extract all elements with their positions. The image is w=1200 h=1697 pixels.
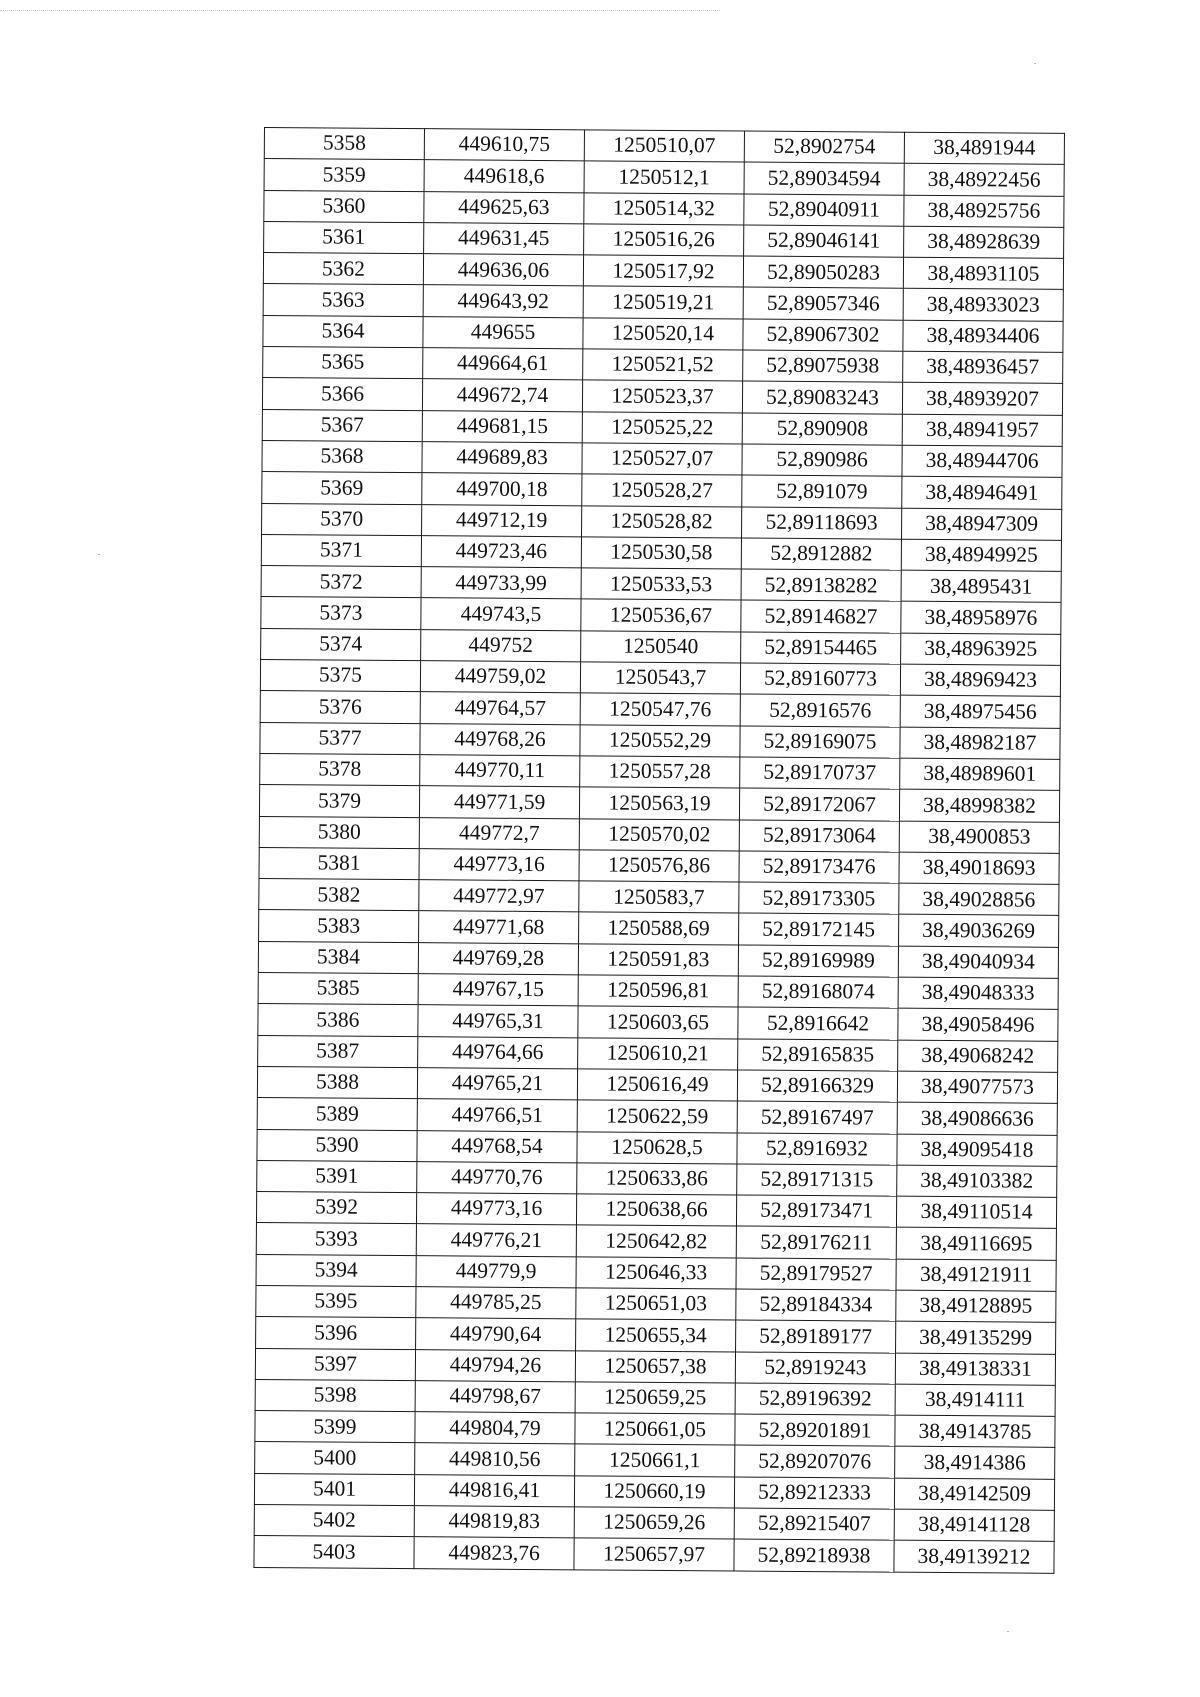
- x-coordinate-cell: 449773,16: [416, 1193, 576, 1225]
- latitude-cell: 52,89057346: [743, 288, 903, 320]
- y-coordinate-cell: 1250528,27: [582, 474, 742, 506]
- point-number-cell: 5359: [264, 159, 424, 191]
- point-number-cell: 5365: [263, 347, 423, 379]
- longitude-cell: 38,48958976: [901, 602, 1061, 634]
- latitude-cell: 52,89169075: [740, 726, 900, 758]
- latitude-cell: 52,89173064: [739, 820, 899, 852]
- latitude-cell: 52,89165835: [738, 1039, 898, 1071]
- latitude-cell: 52,89189177: [736, 1320, 896, 1352]
- y-coordinate-cell: 1250563,19: [579, 787, 739, 819]
- x-coordinate-cell: 449773,16: [419, 848, 579, 880]
- latitude-cell: 52,8919243: [735, 1352, 895, 1384]
- latitude-cell: 52,890908: [742, 413, 902, 445]
- longitude-cell: 38,48946491: [902, 476, 1062, 508]
- longitude-cell: 38,48925756: [904, 195, 1064, 227]
- y-coordinate-cell: 1250659,26: [574, 1507, 734, 1539]
- point-number-cell: 5400: [255, 1442, 415, 1474]
- x-coordinate-cell: 449733,99: [421, 567, 581, 599]
- latitude-cell: 52,89171315: [737, 1164, 897, 1196]
- y-coordinate-cell: 1250655,34: [576, 1319, 736, 1351]
- point-number-cell: 5367: [262, 409, 422, 441]
- y-coordinate-cell: 1250638,66: [576, 1194, 736, 1226]
- longitude-cell: 38,48975456: [900, 696, 1060, 728]
- longitude-cell: 38,49068242: [898, 1040, 1058, 1072]
- latitude-cell: 52,89176211: [736, 1226, 896, 1258]
- x-coordinate-cell: 449643,92: [423, 285, 583, 317]
- y-coordinate-cell: 1250610,21: [578, 1037, 738, 1069]
- latitude-cell: 52,89218938: [734, 1539, 894, 1571]
- longitude-cell: 38,49040934: [898, 946, 1058, 978]
- point-number-cell: 5374: [261, 628, 421, 660]
- x-coordinate-cell: 449794,26: [415, 1349, 575, 1381]
- y-coordinate-cell: 1250536,67: [581, 599, 741, 631]
- y-coordinate-cell: 1250576,86: [579, 850, 739, 882]
- x-coordinate-cell: 449772,7: [419, 817, 579, 849]
- x-coordinate-cell: 449768,26: [420, 723, 580, 755]
- longitude-cell: 38,48931105: [903, 257, 1063, 289]
- latitude-cell: 52,8916642: [738, 1007, 898, 1039]
- point-number-cell: 5381: [259, 847, 419, 879]
- longitude-cell: 38,49058496: [898, 1008, 1058, 1040]
- longitude-cell: 38,4891944: [904, 132, 1064, 164]
- y-coordinate-cell: 1250517,92: [583, 255, 743, 287]
- y-coordinate-cell: 1250622,59: [577, 1100, 737, 1132]
- x-coordinate-cell: 449752: [421, 629, 581, 661]
- x-coordinate-cell: 449819,83: [414, 1506, 574, 1538]
- x-coordinate-cell: 449618,6: [424, 160, 584, 192]
- point-number-cell: 5393: [256, 1223, 416, 1255]
- x-coordinate-cell: 449776,21: [416, 1224, 576, 1256]
- point-number-cell: 5378: [260, 753, 420, 785]
- scan-speck: [1034, 63, 1036, 64]
- latitude-cell: 52,89138282: [741, 569, 901, 601]
- x-coordinate-cell: 449771,59: [419, 786, 579, 818]
- y-coordinate-cell: 1250552,29: [580, 724, 740, 756]
- y-coordinate-cell: 1250596,81: [578, 975, 738, 1007]
- y-coordinate-cell: 1250540: [581, 631, 741, 663]
- x-coordinate-cell: 449816,41: [414, 1474, 574, 1506]
- y-coordinate-cell: 1250659,25: [575, 1382, 735, 1414]
- latitude-cell: 52,8912882: [741, 538, 901, 570]
- point-number-cell: 5361: [264, 221, 424, 253]
- point-number-cell: 5392: [256, 1192, 416, 1224]
- point-number-cell: 5362: [263, 253, 423, 285]
- point-number-cell: 5391: [257, 1160, 417, 1192]
- point-number-cell: 5369: [262, 472, 422, 504]
- y-coordinate-cell: 1250543,7: [580, 662, 740, 694]
- latitude-cell: 52,89075938: [743, 350, 903, 382]
- point-number-cell: 5377: [260, 722, 420, 754]
- y-coordinate-cell: 1250525,22: [582, 412, 742, 444]
- point-number-cell: 5375: [260, 660, 420, 692]
- longitude-cell: 38,48944706: [902, 445, 1062, 477]
- latitude-cell: 52,89118693: [742, 507, 902, 539]
- longitude-cell: 38,49139212: [894, 1541, 1054, 1573]
- y-coordinate-cell: 1250530,58: [581, 537, 741, 569]
- y-coordinate-cell: 1250583,7: [579, 881, 739, 913]
- point-number-cell: 5382: [259, 879, 419, 911]
- point-number-cell: 5385: [258, 972, 418, 1004]
- y-coordinate-cell: 1250588,69: [579, 912, 739, 944]
- x-coordinate-cell: 449790,64: [416, 1318, 576, 1350]
- x-coordinate-cell: 449772,97: [419, 880, 579, 912]
- longitude-cell: 38,49143785: [895, 1415, 1055, 1447]
- y-coordinate-cell: 1250603,65: [578, 1006, 738, 1038]
- y-coordinate-cell: 1250570,02: [579, 818, 739, 850]
- x-coordinate-cell: 449804,79: [415, 1412, 575, 1444]
- point-number-cell: 5370: [262, 503, 422, 535]
- y-coordinate-cell: 1250514,32: [584, 192, 744, 224]
- y-coordinate-cell: 1250616,49: [577, 1069, 737, 1101]
- y-coordinate-cell: 1250527,07: [582, 443, 742, 475]
- longitude-cell: 38,49048333: [898, 977, 1058, 1009]
- latitude-cell: 52,89173305: [739, 882, 899, 914]
- latitude-cell: 52,89040911: [744, 194, 904, 226]
- longitude-cell: 38,49028856: [899, 883, 1059, 915]
- longitude-cell: 38,48989601: [900, 758, 1060, 790]
- y-coordinate-cell: 1250547,76: [580, 693, 740, 725]
- x-coordinate-cell: 449771,68: [419, 911, 579, 943]
- point-number-cell: 5368: [262, 440, 422, 472]
- latitude-cell: 52,89173471: [736, 1195, 896, 1227]
- latitude-cell: 52,89154465: [741, 632, 901, 664]
- latitude-cell: 52,89207076: [735, 1445, 895, 1477]
- latitude-cell: 52,89168074: [738, 976, 898, 1008]
- latitude-cell: 52,89172145: [739, 913, 899, 945]
- longitude-cell: 38,49110514: [896, 1196, 1056, 1228]
- latitude-cell: 52,89146827: [741, 600, 901, 632]
- y-coordinate-cell: 1250660,19: [574, 1476, 734, 1508]
- latitude-cell: 52,89173476: [739, 851, 899, 883]
- x-coordinate-cell: 449636,06: [423, 254, 583, 286]
- x-coordinate-cell: 449779,9: [416, 1255, 576, 1287]
- coordinate-table-body: [254, 128, 1065, 1573]
- point-number-cell: 5366: [262, 378, 422, 410]
- point-number-cell: 5372: [261, 566, 421, 598]
- point-number-cell: 5390: [257, 1129, 417, 1161]
- latitude-cell: 52,89067302: [743, 319, 903, 351]
- longitude-cell: 38,4914386: [895, 1447, 1055, 1479]
- latitude-cell: 52,89201891: [735, 1414, 895, 1446]
- longitude-cell: 38,48934406: [903, 320, 1063, 352]
- latitude-cell: 52,89215407: [734, 1508, 894, 1540]
- point-number-cell: 5376: [260, 691, 420, 723]
- longitude-cell: 38,48936457: [903, 351, 1063, 383]
- coordinate-table: [253, 127, 1065, 1573]
- latitude-cell: 52,89179527: [736, 1258, 896, 1290]
- latitude-cell: 52,890986: [742, 444, 902, 476]
- y-coordinate-cell: 1250510,07: [584, 130, 744, 162]
- latitude-cell: 52,891079: [742, 475, 902, 507]
- x-coordinate-cell: 449765,21: [417, 1068, 577, 1100]
- longitude-cell: 38,49135299: [896, 1321, 1056, 1353]
- point-number-cell: 5394: [256, 1254, 416, 1286]
- latitude-cell: 52,89172067: [739, 788, 899, 820]
- longitude-cell: 38,48939207: [902, 383, 1062, 415]
- longitude-cell: 38,49077573: [897, 1071, 1057, 1103]
- x-coordinate-cell: 449767,15: [418, 974, 578, 1006]
- point-number-cell: 5373: [261, 597, 421, 629]
- longitude-cell: 38,49095418: [897, 1134, 1057, 1166]
- y-coordinate-cell: 1250521,52: [583, 349, 743, 381]
- y-coordinate-cell: 1250523,37: [582, 380, 742, 412]
- latitude-cell: 52,89212333: [734, 1477, 894, 1509]
- longitude-cell: 38,48947309: [901, 508, 1061, 540]
- point-number-cell: 5398: [255, 1379, 415, 1411]
- y-coordinate-cell: 1250557,28: [580, 756, 740, 788]
- y-coordinate-cell: 1250533,53: [581, 568, 741, 600]
- y-coordinate-cell: 1250642,82: [576, 1225, 736, 1257]
- point-number-cell: 5386: [258, 1004, 418, 1036]
- longitude-cell: 38,49138331: [895, 1353, 1055, 1385]
- longitude-cell: 38,48928639: [904, 226, 1064, 258]
- scan-edge-line: [0, 10, 720, 11]
- longitude-cell: 38,4914111: [895, 1384, 1055, 1416]
- latitude-cell: 52,8916932: [737, 1132, 897, 1164]
- latitude-cell: 52,89083243: [742, 381, 902, 413]
- x-coordinate-cell: 449768,54: [417, 1130, 577, 1162]
- x-coordinate-cell: 449625,63: [424, 191, 584, 223]
- y-coordinate-cell: 1250520,14: [583, 318, 743, 350]
- x-coordinate-cell: 449770,11: [420, 755, 580, 787]
- longitude-cell: 38,49086636: [897, 1102, 1057, 1134]
- x-coordinate-cell: 449700,18: [422, 473, 582, 505]
- longitude-cell: 38,48963925: [901, 633, 1061, 665]
- longitude-cell: 38,48998382: [899, 789, 1059, 821]
- x-coordinate-cell: 449712,19: [422, 504, 582, 536]
- x-coordinate-cell: 449764,66: [418, 1036, 578, 1068]
- x-coordinate-cell: 449681,15: [422, 410, 582, 442]
- latitude-cell: 52,89196392: [735, 1383, 895, 1415]
- y-coordinate-cell: 1250657,38: [575, 1350, 735, 1382]
- latitude-cell: 52,89167497: [737, 1101, 897, 1133]
- x-coordinate-cell: 449743,5: [421, 598, 581, 630]
- point-number-cell: 5387: [258, 1035, 418, 1067]
- point-number-cell: 5360: [264, 190, 424, 222]
- point-number-cell: 5402: [254, 1505, 414, 1537]
- longitude-cell: 38,49142509: [894, 1478, 1054, 1510]
- latitude-cell: 52,89170737: [740, 757, 900, 789]
- longitude-cell: 38,49036269: [899, 915, 1059, 947]
- point-number-cell: 5399: [255, 1411, 415, 1443]
- x-coordinate-cell: 449769,28: [418, 942, 578, 974]
- longitude-cell: 38,4900853: [899, 821, 1059, 853]
- point-number-cell: 5380: [259, 816, 419, 848]
- point-number-cell: 5403: [254, 1536, 414, 1568]
- point-number-cell: 5371: [261, 534, 421, 566]
- longitude-cell: 38,49121911: [896, 1259, 1056, 1291]
- x-coordinate-cell: 449689,83: [422, 442, 582, 474]
- point-number-cell: 5401: [254, 1473, 414, 1505]
- point-number-cell: 5364: [263, 315, 423, 347]
- x-coordinate-cell: 449631,45: [424, 223, 584, 255]
- x-coordinate-cell: 449798,67: [415, 1381, 575, 1413]
- longitude-cell: 38,49128895: [896, 1290, 1056, 1322]
- longitude-cell: 38,48922456: [904, 163, 1064, 195]
- x-coordinate-cell: 449770,76: [417, 1161, 577, 1193]
- longitude-cell: 38,49018693: [899, 852, 1059, 884]
- point-number-cell: 5396: [256, 1317, 416, 1349]
- y-coordinate-cell: 1250528,82: [582, 505, 742, 537]
- point-number-cell: 5389: [257, 1098, 417, 1130]
- latitude-cell: 52,89046141: [744, 225, 904, 257]
- longitude-cell: 38,48949925: [901, 539, 1061, 571]
- coordinate-sheet: [253, 127, 1065, 1573]
- y-coordinate-cell: 1250519,21: [583, 286, 743, 318]
- x-coordinate-cell: 449672,74: [422, 379, 582, 411]
- x-coordinate-cell: 449765,31: [418, 1005, 578, 1037]
- y-coordinate-cell: 1250628,5: [577, 1131, 737, 1163]
- longitude-cell: 38,48941957: [902, 414, 1062, 446]
- point-number-cell: 5397: [255, 1348, 415, 1380]
- x-coordinate-cell: 449759,02: [420, 661, 580, 693]
- point-number-cell: 5358: [264, 128, 424, 160]
- longitude-cell: 38,49116695: [896, 1228, 1056, 1260]
- x-coordinate-cell: 449764,57: [420, 692, 580, 724]
- y-coordinate-cell: 1250651,03: [576, 1288, 736, 1320]
- x-coordinate-cell: 449810,56: [415, 1443, 575, 1475]
- scan-speck: [1007, 1631, 1009, 1632]
- latitude-cell: 52,89184334: [736, 1289, 896, 1321]
- longitude-cell: 38,4895431: [901, 570, 1061, 602]
- y-coordinate-cell: 1250661,05: [575, 1413, 735, 1445]
- y-coordinate-cell: 1250661,1: [575, 1444, 735, 1476]
- point-number-cell: 5384: [258, 941, 418, 973]
- x-coordinate-cell: 449610,75: [424, 129, 584, 161]
- point-number-cell: 5383: [259, 910, 419, 942]
- x-coordinate-cell: 449785,25: [416, 1287, 576, 1319]
- latitude-cell: 52,89050283: [743, 256, 903, 288]
- y-coordinate-cell: 1250657,97: [574, 1538, 734, 1570]
- latitude-cell: 52,89160773: [740, 663, 900, 695]
- y-coordinate-cell: 1250646,33: [576, 1257, 736, 1289]
- longitude-cell: 38,49141128: [894, 1509, 1054, 1541]
- y-coordinate-cell: 1250512,1: [584, 161, 744, 193]
- x-coordinate-cell: 449766,51: [417, 1099, 577, 1131]
- longitude-cell: 38,49103382: [897, 1165, 1057, 1197]
- latitude-cell: 52,8916576: [740, 694, 900, 726]
- scan-speck: [98, 554, 100, 555]
- point-number-cell: 5363: [263, 284, 423, 316]
- x-coordinate-cell: 449664,61: [423, 348, 583, 380]
- point-number-cell: 5395: [256, 1285, 416, 1317]
- latitude-cell: 52,8902754: [744, 131, 904, 163]
- latitude-cell: 52,89034594: [744, 162, 904, 194]
- latitude-cell: 52,89166329: [737, 1070, 897, 1102]
- latitude-cell: 52,89169989: [738, 945, 898, 977]
- table-row: [254, 1536, 1054, 1573]
- x-coordinate-cell: 449655: [423, 316, 583, 348]
- y-coordinate-cell: 1250633,86: [577, 1163, 737, 1195]
- y-coordinate-cell: 1250516,26: [584, 224, 744, 256]
- x-coordinate-cell: 449723,46: [421, 536, 581, 568]
- longitude-cell: 38,48933023: [903, 289, 1063, 321]
- longitude-cell: 38,48982187: [900, 727, 1060, 759]
- y-coordinate-cell: 1250591,83: [578, 944, 738, 976]
- point-number-cell: 5388: [257, 1066, 417, 1098]
- x-coordinate-cell: 449823,76: [414, 1537, 574, 1569]
- point-number-cell: 5379: [259, 785, 419, 817]
- longitude-cell: 38,48969423: [900, 664, 1060, 696]
